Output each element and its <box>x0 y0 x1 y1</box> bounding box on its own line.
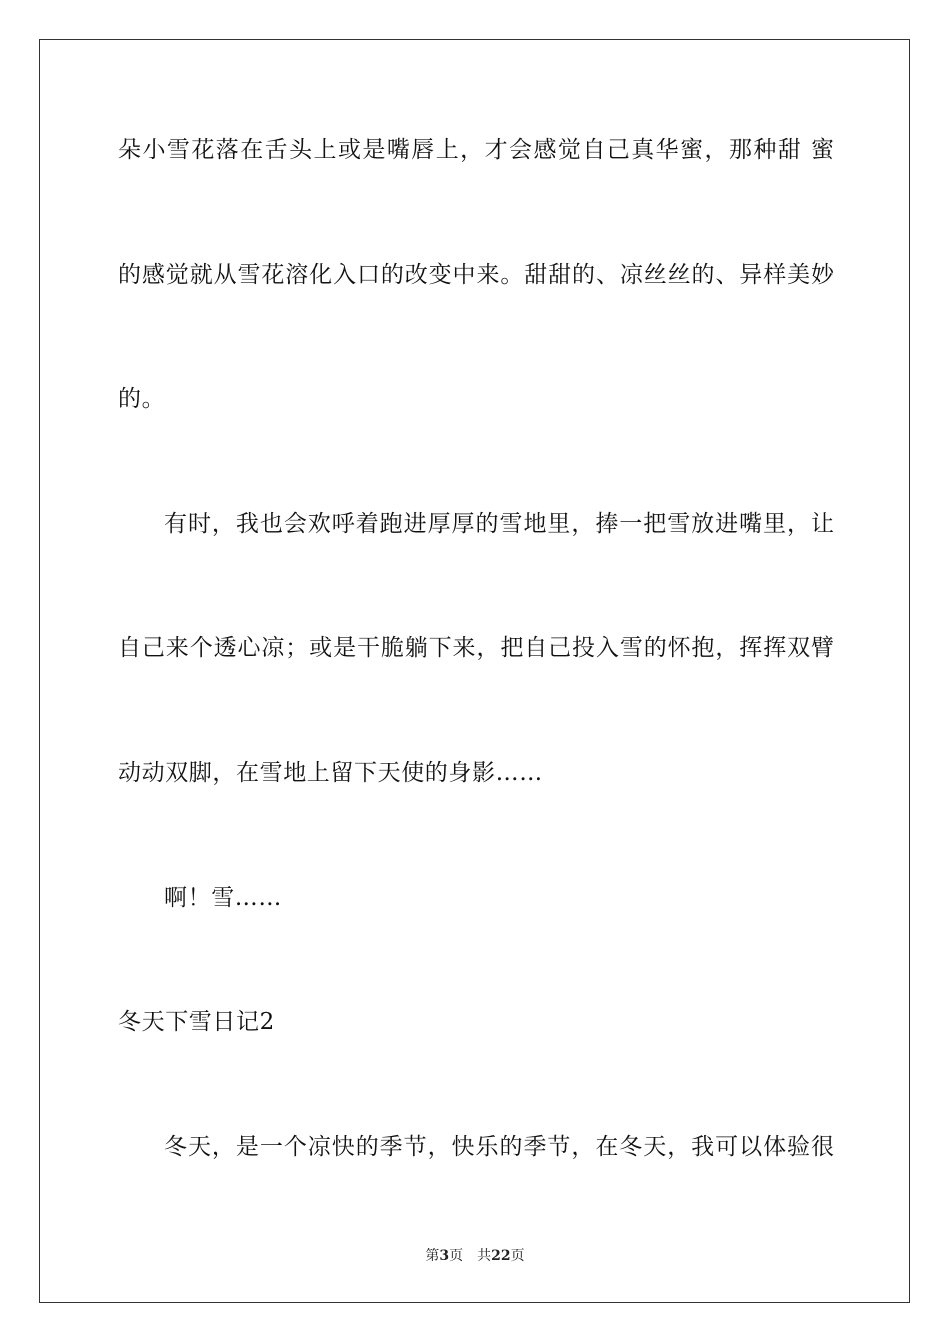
page-prefix: 第 <box>425 1248 440 1264</box>
paragraph-start-line: 啊！雪…… <box>164 885 282 911</box>
total-pages: 22 <box>491 1248 511 1264</box>
paragraph-start-line: 有时，我也会欢呼着跑进厚厚的雪地里，捧一把雪放进嘴里，让 <box>164 511 834 537</box>
page-border <box>39 39 910 1303</box>
page-footer <box>0 1246 950 1266</box>
page-suffix: 页 <box>449 1248 464 1264</box>
text-line: 的感觉就从雪花溶化入口的改变中来。甜甜的、凉丝丝的、异样美妙 <box>118 262 834 288</box>
total-suffix: 页 <box>510 1248 525 1264</box>
page-number: 3 <box>439 1248 450 1264</box>
text-line: 的。 <box>118 386 166 412</box>
paragraph-start-line: 冬天，是一个凉快的季节，快乐的季节，在冬天，我可以体验很 <box>164 1134 834 1160</box>
text-line: 朵小雪花落在舌头上或是嘴唇上，才会感觉自己真华蜜，那种甜 蜜 <box>118 137 834 163</box>
text-line: 自己来个透心凉；或是干脆躺下来，把自己投入雪的怀抱，挥挥双臂 <box>118 635 834 661</box>
text-line: 动动双脚，在雪地上留下天使的身影…… <box>118 760 543 786</box>
section-heading: 冬天下雪日记2 <box>118 1009 275 1035</box>
total-prefix: 共 <box>477 1248 492 1264</box>
